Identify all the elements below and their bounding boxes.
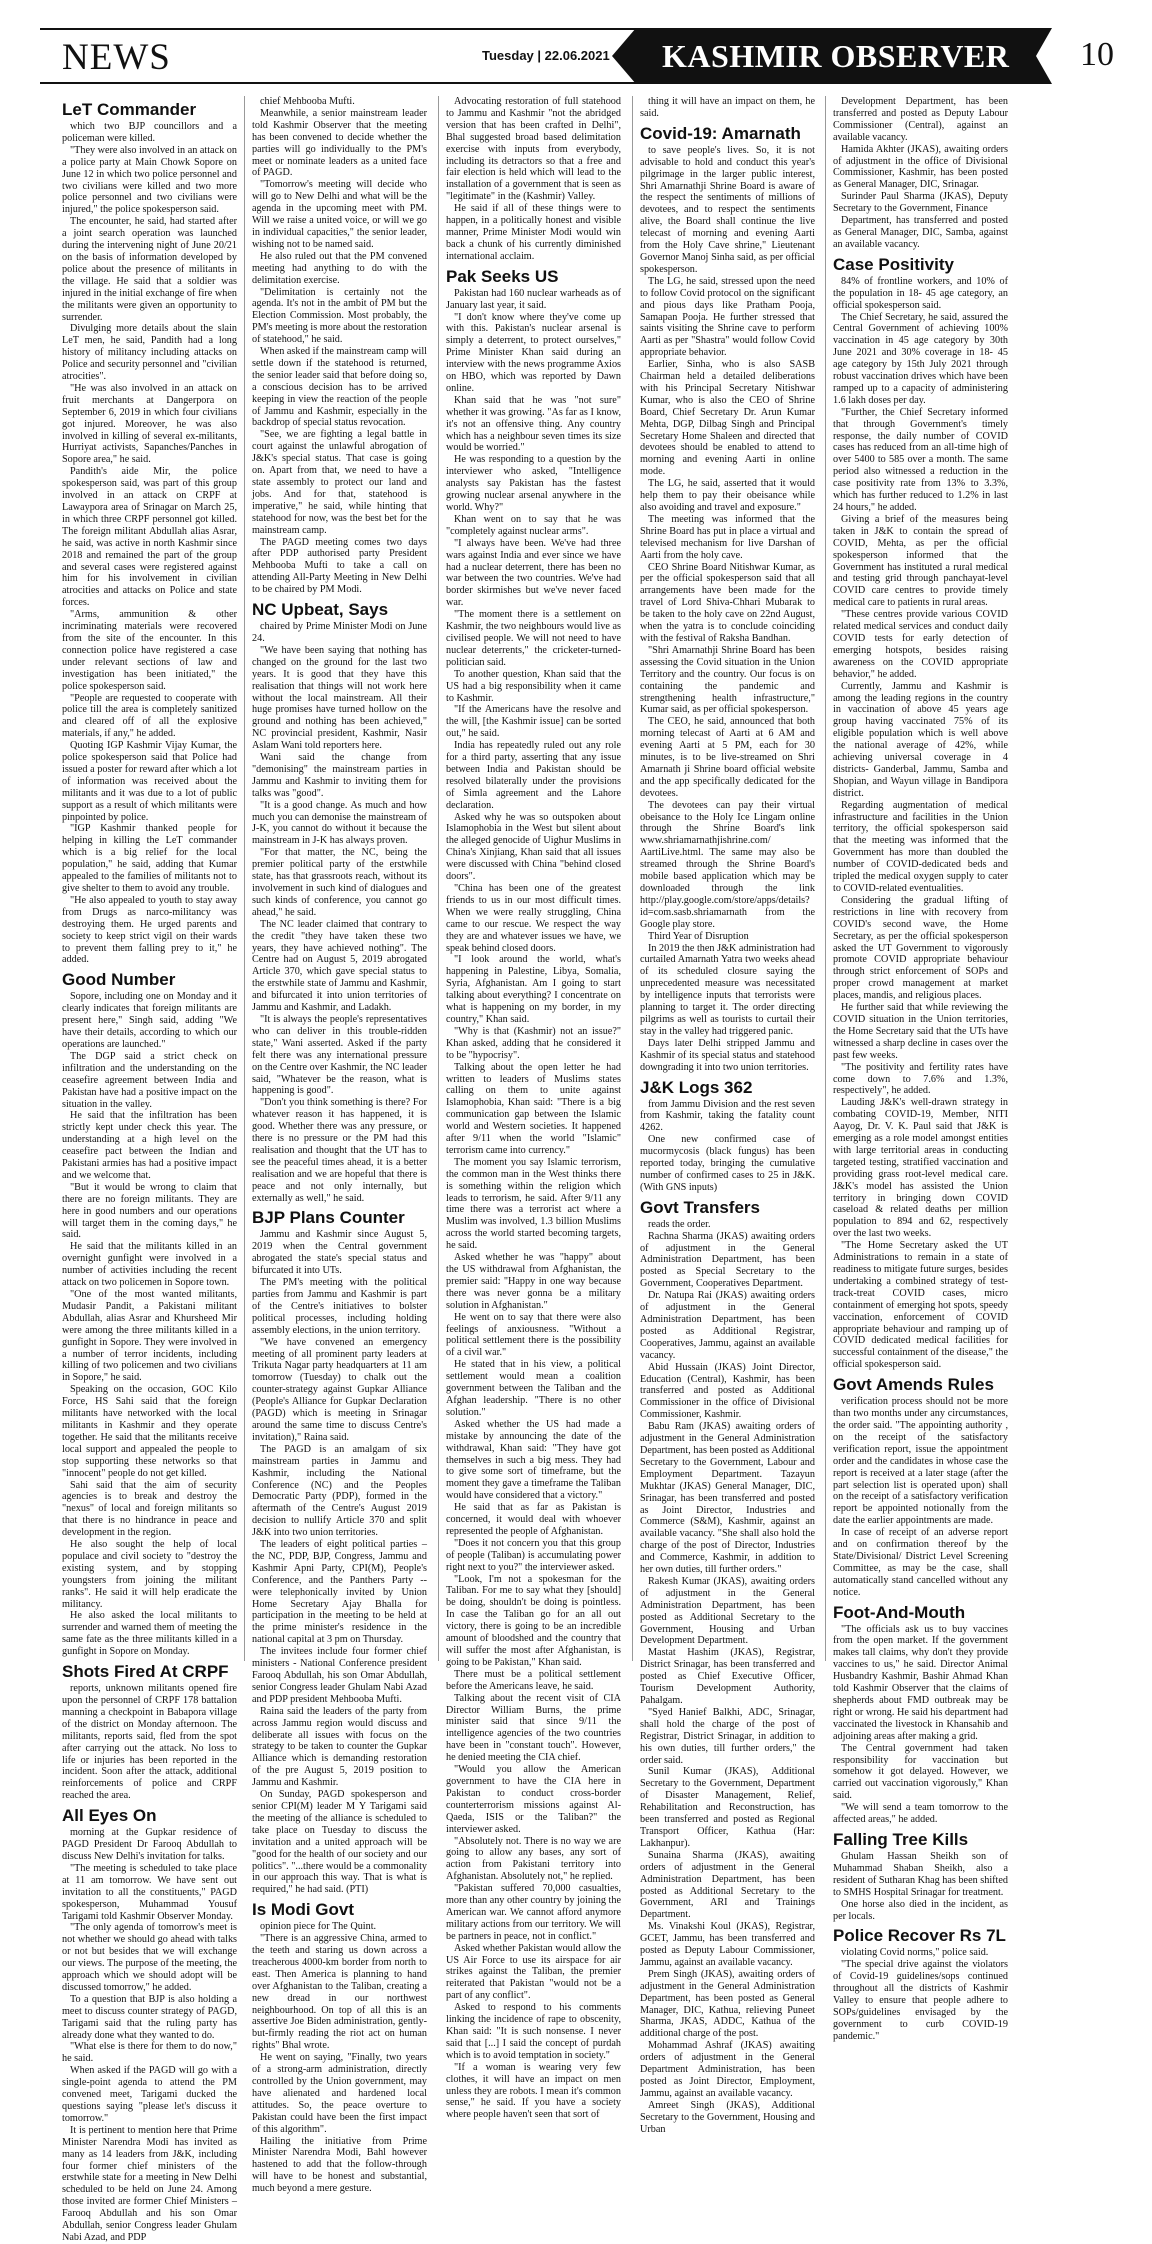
story-paragraph: "Pakistan suffered 70,000 casualties, more than any other country by joining the American war. We cannot afford anymore military actions from our territory. We will be partners in peace, not in conflict." [446, 1883, 621, 1942]
story-paragraph: "The special drive against the violators of Covid-19 guidelines/sops continued throughout all the districts of Kashmir Valley to ensure that people adhere to SOPs/guidelines envisaged by the government to curb COVID-19 pandemic." [833, 1959, 1008, 2042]
story-paragraph: "Would you allow the American government to have the CIA here in Pakistan to conduct cross-border counterterrorism missions against Al-Qaeda, ISIS or the Taliban?" the interviewer asked. [446, 1764, 621, 1835]
story-paragraph: The devotees can pay their virtual obeisance to the Holy Ice Lingam online through the Shrine Board's link www.shriamarnathjishrine.com/ AartiLive.html. The same may also be streamed through the Shrine Board's mobile based application which may be downloaded through the link http://play.google.com/store/apps/details?id=com.sasb.shriamarnath from the Google play store. [640, 799, 815, 930]
story-paragraph: India has repeatedly ruled out any role for a third party, asserting that any issue between India and Pakistan should be resolved bilaterally under the provisions of Simla agreement and the Lahore declaration. [446, 740, 621, 811]
story-paragraph: "The Home Secretary asked the UT Administrations to remain in a state of readiness to mitigate future surges, besides undertaking a combined strategy of test-track-treat COVID cases, micro containment of emerging hot spots, speedy vaccination, enforcement of COVID appropriate behaviour and ramping up of COVID dedicated medical facilities for successful containment of the disease," the official spokesperson said. [833, 1240, 1008, 1371]
story-paragraph: "He was also involved in an attack on fruit merchants at Dangerpora on September 6, 2019 in which four civilians got injured. Moreover, he was also involved in killing of several ex-militants, Hurriyat activists, Sapanches/Panches in Sopore area," he said. [62, 382, 237, 466]
column-3 [446, 96, 621, 2121]
story-paragraph: Regarding augmentation of medical infrastructure and facilities in the Union territory, the official spokesperson said that the meeting was informed that the Government has more than doubled the number of COVID-dedicated beds and tripled the medical oxygen supply to cater to COVID-related eventualities. [833, 799, 1008, 894]
story-paragraph: "The positivity and fertility rates have come down to 7.6% and 1.3%, respectively", he added. [833, 1061, 1008, 1097]
story-paragraph: Sunil Kumar (JKAS), Additional Secretary to the Government, Department of Disaster Management, Relief, Rehabilitation and Reconstruction, has been transferred and posted as Regional Transport Officer, Kathua (Har: Lakhanpur). [640, 1766, 815, 1849]
story-paragraph: When asked if the mainstream camp will settle down if the statehood is returned, the senior leader said that before doing so, a conscious decision has to be arrived keeping in view the reaction of the people of Jammu and Kashmir, especially in the backdrop of special status revocation. [252, 346, 427, 429]
story-paragraph: The Central government had taken responsibility for vaccination but somehow it got delayed. However, we carried out vaccination vigorously," Khan said. [833, 1742, 1008, 1802]
story-paragraph: Currently, Jammu and Kashmir is among the leading regions in the country in vaccination of above 45 years age group having vaccinated 75% of its eligible population which is well above the national average of 42%, while achieving universal coverage in 4 districts- Ganderbal, Jammu, Samba and Shopian, and Wayun village in Bandipora district. [833, 680, 1008, 799]
story-paragraph: Giving a brief of the measures being taken in J&K to contain the spread of COVID, Mehta, as per the official spokesperson informed that the Government has instituted a rural medical and testing grid through panchayat-level COVID care centres to provide timely medical care to patients in rural areas. [833, 513, 1008, 609]
story-paragraph: Pakistan had 160 nuclear warheads as of January last year, it said. [446, 287, 621, 311]
column-rule [244, 96, 245, 1661]
story-paragraph: The LG, he said, stressed upon the need to follow Covid protocol on the significant and pious days like Pratham Pooja, Samapan Pooja. He further stressed that saints visiting the Shrine cave to perform Aarti as per "Shastra" would follow Covid appropriate behavior. [640, 275, 815, 359]
story-headline: Pak Seeks US [446, 266, 559, 286]
story-paragraph: chaired by Prime Minister Modi on June 24. [252, 621, 427, 644]
top-rule [40, 28, 640, 30]
story-paragraph: He was responding to a question by the interviewer who asked, "Intelligence analysts say Pakistan has the fastest growing nuclear arsenal anywhere in the world. Why?" [446, 454, 621, 513]
story-paragraph: The invitees include four former chief ministers - National Conference president Farooq Abdullah, his son Omar Abdullah, senior Congress leader Ghulam Nabi Azad and PDP president Mehbooba Mufti. [252, 1646, 427, 1705]
story-paragraph: The meeting was informed that the Shrine Board has put in place a virtual and televised mechanism for live Darshan of Aarti from the holy cave. [640, 513, 815, 561]
story-paragraph: Ghulam Hassan Sheikh son of Muhammad Shaban Sheikh, also a resident of Sutharan Khag has been shifted to SMHS Hospital Srinagar for treatment. [833, 1850, 1008, 1898]
story-paragraph: Rakesh Kumar (JKAS), awaiting orders of adjustment in the General Administration Department, has been posted as Additional Secretary to the Government, Housing and Urban Development Department. [640, 1575, 815, 1647]
story-paragraph: "People are requested to cooperate with police till the area is completely sanitized and cleared off of all the explosive materials, if any," he added. [62, 692, 237, 740]
story-paragraph: opinion piece for The Quint. [260, 1921, 377, 1933]
story-paragraph: to save people's lives. So, it is not advisable to hold and conduct this year's pilgrimage in the larger public interest, Shri Amarnathji Shrine Board is aware of the respect the sentiments of millions of devotees, and to respect the sentiments alive, the Board shall continue the live telecast of morning and evening Aarti from the Holy Cave shrine," Lieutenant Governor Manoj Sinha said, as per official spokesperson. [640, 144, 815, 275]
column-4 [640, 96, 815, 2135]
story-paragraph: Jammu and Kashmir since August 5, 2019 when the Central government abrogated the state's special status and bifurcated it into UTs. [252, 1229, 427, 1277]
story-paragraph: "Shri Amarnathji Shrine Board has been assessing the Covid situation in the Union Territory and the country. Our focus is on containing the pandemic and strengthening health infrastructure," Kumar said, as per official spokesperson. [640, 644, 815, 716]
story-paragraph: "Syed Hanief Balkhi, ADC, Srinagar, shall hold the charge of the post of Registrar, District Srinagar, in addition to his own duties, till further orders," the order said. [640, 1706, 815, 1766]
story-paragraph: from Jammu Division and the rest seven from Kashmir, taking the fatality count 4262. [640, 1098, 815, 1134]
story-paragraph: Advocating restoration of full statehood to Jammu and Kashmir "not the abridged version that has been crafted in Delhi", Bhal suggested broad based delimitation exercise with inputs from everybody, including its detractors so that a free and fair election is held which will lead to the installation of a government that is seen as "legitimate" in the (Kashmir) Valley. [446, 96, 621, 203]
story-paragraph: In 2019 the then J&K administration had curtailed Amarnath Yatra two weeks ahead of its scheduled closure saying the unprecedented measure was necessitated by intelligence inputs that terrorists were planning to target it. The order directing pilgrims as well as tourists to curtail their stay in the valley had triggered panic. [640, 942, 815, 1037]
paper-name: KASHMIR OBSERVER [662, 38, 1010, 74]
story-headline: BJP Plans Counter [252, 1208, 405, 1228]
story-paragraph: Quoting IGP Kashmir Vijay Kumar, the police spokesperson said that Police had issued a poster for reward after which a lot of information was received about the militants and it was due to a lot of public support as a result of which militants were pinpointed by police. [62, 740, 237, 823]
column-rule [632, 96, 633, 1661]
story-paragraph: The CEO, he said, announced that both morning telecast of Aarti at 6 AM and evening Aarti at 5 PM, each for 30 minutes, is to be live-streamed on Shri Amarnath ji Shrine board official website and the app specifically dedicated for the devotees. [640, 716, 815, 799]
story-paragraph: Sopore, including one on Monday and it clearly indicates that foreign militants are present here," Singh said, adding "We have their details, according to which our operations are launched." [62, 991, 237, 1050]
story-paragraph: "IGP Kashmir thanked people for helping in killing the LeT commander which is a big relief for the local population," he said, adding that Kumar appealed to the families of militants not to give shelter to them to avoid any trouble. [62, 823, 237, 894]
column-rule [825, 96, 826, 1661]
story-headline: Good Number [62, 970, 176, 990]
story-paragraph: Hamida Akhter (JKAS), awaiting orders of adjustment in the office of Divisional Commissioner, Kashmir, has been posted as General Manager, DIC, Srinagar. [833, 143, 1008, 191]
column-5 [833, 96, 1008, 2042]
story-paragraph: Asked to respond to his comments linking the incidence of rape to obscenity, Khan said: "It is such nonsense. I never said that [...] I said the concept of purdah which is to avoid temptation in society." [446, 2002, 621, 2061]
story-paragraph: He said that the militants killed in an overnight gunfight were involved in a number of activities including the recent attack on two policemen in Sopore town. [62, 1241, 237, 1289]
story-paragraph: "We will send a team tomorrow to the affected areas," he added. [833, 1802, 1008, 1826]
story-paragraph: He also asked the local militants to surrender and warned them of meeting the same fate as the three militants killed in a gunfight in Sopore on Monday. [62, 1610, 237, 1658]
story-paragraph: "I look around the world, what's happening in Palestine, Libya, Somalia, Syria, Afghanistan. Am I going to start talking about everything? I concentrate on what is happening on my border, in my country," Khan said. [446, 954, 621, 1025]
story-paragraph: Prem Singh (JKAS), awaiting orders of adjustment in the General Administration Department, has been posted as General Manager, DIC, Kathua, relieving Puneet Sharma, JKAS, ADDC, Kathua of the additional charge of the post. [640, 1968, 815, 2040]
story-paragraph: "I don't know where they've come up with this. Pakistan's nuclear arsenal is simply a deterrent, to protect ourselves," Prime Minister Khan said during an interview with the news programme Axios on HBO, which was reported by Dawn online. [446, 311, 621, 394]
story-paragraph: Sahi said that the aim of security agencies is to break and destroy the "nexus" of local and foreign militants so that there is no hindrance in peace and development in the region. [62, 1479, 237, 1539]
story-headline: Shots Fired At CRPF [62, 1662, 229, 1682]
story-paragraph: Khan said that he was "not sure" whether it was growing. "As far as I know, it's not an offensive thing. Any country which has a neighbour seven times its size would be worried." [446, 394, 621, 454]
story-paragraph: There must be a political settlement before the Americans leave, he said. [446, 1668, 621, 1692]
story-paragraph: Divulging more details about the slain LeT men, he said, Pandith had a long history of militancy including attacks on Police and security personnel and "civilian atrocities". [62, 323, 237, 383]
story-paragraph: He went on to say that there were also feelings of anxiousness. "Without a political settlement there is the possibility of a civil war." [446, 1311, 621, 1359]
story-paragraph: Development Department, has been transferred and posted as Deputy Labour Commissioner (Central), against an available vacancy. [833, 96, 1008, 143]
story-paragraph: Raina said the leaders of the party from across Jammu region would discuss and deliberate all issues with focus on the strategy to be taken to counter the Gupkar Alliance which is demanding restoration of the pre August 5, 2019 position to Jammu and Kashmir. [252, 1705, 427, 1789]
story-paragraph: "He also appealed to youth to stay away from Drugs as narco-militancy was destroying them. He urged parents and society to keep strict vigil on their wards to prevent them falling prey to it," he added. [62, 894, 237, 966]
story-paragraph: "Does it not concern you that this group of people (Taliban) is accumulating power right next to you?" the interviewer asked. [446, 1537, 621, 1573]
story-headline: Falling Tree Kills [833, 1829, 969, 1849]
story-paragraph: reads the order. [648, 1218, 711, 1230]
story-paragraph: The encounter, he said, had started after a joint search operation was launched during the intervening night of June 20/21 on the basis of information developed by police about the presence of militants in the village. He said that a soldier was injured in the initial exchange of fire when the militants were given an opportunity to surrender. [62, 216, 237, 323]
story-paragraph: "The moment there is a settlement on Kashmir, the two neighbours would live as civilised people. We will not need to have nuclear deterrents," the cricketer-turned-politician said. [446, 609, 621, 668]
bottom-rule [40, 82, 640, 84]
story-paragraph: "China has been one of the greatest friends to us in our most difficult times. When we were really struggling, China came to our rescue. We respect the way they are and whatever issues we have, we speak behind closed doors. [446, 883, 621, 954]
story-paragraph: Earlier, Sinha, who is also SASB Chairman held a detailed deliberations with his Principal Secretary Nitishwar Kumar, who is also the CEO of Shrine Board, Chief Secretary Dr. Arun Kumar Mehta, DGP, Dilbag Singh and Principal Secretary Home Shaleen and directed that devotees should be enabled to attend to morning and evening Aarti in online mode. [640, 359, 815, 478]
story-paragraph: "One of the most wanted militants, Mudasir Pandit, a Pakistani militant Abdullah, alias Asrar and Khursheed Mir were among the three militants killed in a gunfight in Sopore. They were involved in a number of terror incidents, including killing of two policemen and two civilians in Sopore," he said. [62, 1289, 237, 1384]
story-paragraph: He said if all of these things were to happen, in a politically honest and visible manner, Prime Minister Modi would win back a chunk of his currently diminished international acclaim. [446, 203, 621, 262]
story-paragraph: Speaking on the occasion, GOC Kilo Force, HS Sahi said that the foreign militants have networked with the local militants in Kashmir and they operate together. He said that the militants receive local support and appealed the people to stop supporting these networks so that "innocent" people do not get killed. [62, 1384, 237, 1479]
story-paragraph: Sunaina Sharma (JKAS), awaiting orders of adjustment in the General Administration Department, has been posted as Additional Secretary to the Government, ARI and Trainings Department. [640, 1849, 815, 1921]
story-paragraph: "Look, I'm not a spokesman for the Taliban. For me to say what they [should] be doing, shouldn't be doing is pointless. In case the Taliban go for an all out victory, there is going to be an incredible amount of bloodshed and the country that will suffer the most after Afghanistan, is going to be Pakistan," Khan said. [446, 1573, 621, 1668]
story-paragraph: Talking about the open letter he had written to leaders of Muslims states calling on them to unite against Islamophobia, Khan said: "There is a big communication gap between the Islamic world and Western societies. It happened after 9/11 when the world "Islamic" terrorism came into currency." [446, 1061, 621, 1156]
column-2 [252, 96, 427, 2195]
story-paragraph: "Arms, ammunition & other incriminating materials were recovered from the site of the encounter. In this connection police have registered a case under relevant sections of law and investigation has been initiated," the police spokesperson said. [62, 609, 237, 692]
story-paragraph: He went on saying, "Finally, two years of a strong-arm administration, directly controlled by the Union government, may have alienated and hardened local attitudes. So, the peace overture to Pakistan could have been the first impact of this algorithm". [252, 2052, 427, 2135]
story-paragraph: The PAGD meeting comes two days after PDP authorised party President Mehbooba Mufti to take a call on attending All-Party Meeting in New Delhi to be chaired by PM Modi. [252, 536, 427, 596]
story-paragraph: "Why is that (Kashmir) not an issue?" Khan asked, adding that he considered it to be "hypocrisy". [446, 1025, 621, 1061]
section-label: NEWS [62, 37, 171, 78]
column-rule [438, 96, 439, 1661]
story-paragraph: The PAGD is an amalgam of six mainstream parties in Jammu and Kashmir, including the National Conference (NC) and the Peoples Democratic Party (PDP), formed in the aftermath of the Centre's August 2019 decision to nullify Article 370 and split J&K into two union territories. [252, 1443, 427, 1539]
page-number: 10 [1080, 36, 1114, 73]
story-headline: Govt Amends Rules [833, 1375, 994, 1395]
story-paragraph: "There is an aggressive China, armed to the teeth and staring us down across a treacherous 4000-km border from north to east. Then America is planning to hand over Afghanistan to the Taliban, creating a new dread in our northwest neighbourhood. On top of all this is an assertive Joe Biden administration, gently-but-firmly reading the riot act on human rights" Bhal wrote. [252, 1933, 427, 2052]
story-paragraph: Talking about the recent visit of CIA Director William Burns, the prime minister said that since 9/11 the intelligence agencies of the two countries have been in "constant touch". However, he denied meeting the CIA chief. [446, 1692, 621, 1764]
story-paragraph: morning at the Gupkar residence of PAGD President Dr Farooq Abdullah to discuss New Delhi's invitation for talks. [62, 1827, 237, 1862]
story-paragraph: chief Mehbooba Mufti. [260, 96, 355, 107]
story-headline: J&K Logs 362 [640, 1077, 753, 1097]
story-paragraph: The leaders of eight political parties – the NC, PDP, BJP, Congress, Jammu and Kashmir Apni Party, CPI(M), People's Conference, and the Panthers Party -- were telephonically invited by Union Home Secretary Ajay Bhalla for participation in the meeting to be held at the prime minister's residence in the national capital at 3 pm on Thursday. [252, 1539, 427, 1646]
story-paragraph: Pandith's aide Mir, the police spokesperson said, was part of this group involved in an attack on CRPF at Lawaypora area of Srinagar on March 25, in which three CRPF personnel got killed. The foreign militant Abdullah alias Asrar, he said, was active in north Kashmir since 2018 and remained the part of the group and several cases were registered against him for his involvement in civilian atrocities and attacks on Police and state forces. [62, 466, 237, 609]
story-paragraph: He also ruled out that the PM convened meeting had anything to do with the delimitation exercise. [252, 250, 427, 286]
story-paragraph: Babu Ram (JKAS) awaiting orders of adjustment in the General Administration Department, has been posted as Additional Secretary to the Government, Labour and Employment Department. Tazayun Mukhtar (JKAS) General Manager, DIC, Srinagar, has been transferred and posted as Joint Director, Industries and Commerce (S&M), Kashmir, against an available vacancy. "She shall also hold the charge of the post of Director, Industries and Commerce, Kashmir, in addition to her own duties, till further orders." [640, 1421, 815, 1576]
story-paragraph: Asked whether Pakistan would allow the US Air Force to use its airspace for air strikes against the Taliban, the premier reiterated that Pakistan "would not be a part of any conflict". [446, 1942, 621, 2002]
story-paragraph: reports, unknown militants opened fire upon the personnel of CRPF 178 battalion manning a checkpoint in Babapora village of the district on Monday afternoon. The militants, reports said, fled from the spot after carrying out the attack. No loss to life or injuries has been reported in the incident. Soon after the attack, additional reinforcements of police and CRPF reached the area. [62, 1683, 237, 1802]
story-paragraph: The moment you say Islamic terrorism, the common man in the West thinks there is something within the religion which leads to terrorism, he said. After 9/11 any time there was a terrorist act where a Muslim was involved, 1.3 billion Muslims across the world started becoming targets, he said. [446, 1156, 621, 1252]
story-paragraph: "The officials ask us to buy vaccines from the open market. If the government makes tall claims, why don't they provide vaccines to us," he said. Director Animal Husbandry Kashmir, Bashir Ahmad Khan told Kashmir Observer that the claims of shepherds about FMD outbreak may be right or wrong. He said his department had vaccinated the livestock in Khansahib and adjoining areas after making a grid. [833, 1623, 1008, 1742]
story-paragraph: On Sunday, PAGD spokesperson and senior CPI(M) leader M Y Tarigami said the meeting of the alliance is scheduled to take place on Tuesday to discuss the invitation and a united approach will be "good for the health of our society and our politics". "...there would be a commonality in our approach this way. That is what is required," he had said. (PTI) [252, 1789, 427, 1896]
story-paragraph: Abid Hussain (JKAS) Joint Director, Education (Central), Kashmir, has been transferred and posted as Additional Commissioner in the office of Divisional Commissioner, Kashmir. [640, 1361, 815, 1421]
story-paragraph: In case of receipt of an adverse report and on confirmation thereof by the State/Divisional/ District Level Screening Committee, as may be the case, shall automatically stand cancelled without any notice. [833, 1527, 1008, 1598]
story-paragraph: "Further, the Chief Secretary informed that through Government's timely response, the daily number of COVID cases has reduced from an all-time high of over 5400 to 585 over a month. The same period also witnessed a reduction in the case positivity rate from 13% to 3.3%, which has further reduced to 1.2% in last 24 hours," he added. [833, 406, 1008, 513]
story-paragraph: The LG, he said, asserted that it would help them to pay their obeisance while also avoiding and travel and exposure." [640, 478, 815, 513]
story-paragraph: thing it will have an impact on them, he said. [640, 96, 815, 119]
story-paragraph: He also sought the help of local populace and civil society to "destroy the existing system, and by stopping youngsters from joining the militant ranks". He said it will help eradicate the militancy. [62, 1539, 237, 1610]
story-paragraph: Ms. Vinakshi Koul (JKAS), Registrar, GCET, Jammu, has been transferred and posted as Deputy Labour Commissioner, Jammu, against an available vacancy. [640, 1921, 815, 1968]
story-paragraph: To another question, Khan said that the US had a big responsibility when it came to Kashmir. [446, 668, 621, 704]
story-paragraph: "Tomorrow's meeting will decide who will go to New Delhi and what will be the agenda in the upcoming meet with PM. Will we raise a united voice, or will we go in individual capacities," the senior leader, wishing not to be named said. [252, 179, 427, 250]
story-paragraph: "But it would be wrong to claim that there are no foreign militants. They are here in good numbers and our operations will target them in the coming days," he said. [62, 1181, 237, 1241]
story-paragraph: Asked whether the US had made a mistake by announcing the date of the withdrawal, Khan said: "They have got themselves in such a big mess. They had to give some sort of timeframe, but the moment they gave a timeframe the Taliban would have considered that a victory." [446, 1418, 621, 1502]
story-paragraph: "Don't you think something is there? For whatever reason it has happened, it is good. Whether there was any pressure, or there is no pressure or the PM had this realisation and thought that the UT has to see the peaceful times ahead, it is a better realisation and we are hopeful that there is peace and not only internally, but externally as well," he said. [252, 1097, 427, 1204]
story-paragraph: The DGP said a strict check on infiltration and the understanding on the ceasefire agreement between India and Pakistan have had a positive impact on the situation in the valley. [62, 1050, 237, 1110]
story-headline: All Eyes On [62, 1806, 157, 1826]
story-paragraph: Considering the gradual lifting of restrictions in line with recovery from COVID's second wave, the Home Secretary, as per the official spokesperson asked the UT Government to vigorously promote COVID appropriate behaviour through strict enforcement of SOPs and proper crowd management at market places, mandis, and religious places. [833, 894, 1008, 1002]
story-paragraph: Rachna Sharma (JKAS) awaiting orders of adjustment in the General Administration Department, has been posted as Special Secretary to the Government, Cooperatives Department. [640, 1230, 815, 1290]
story-headline: Is Modi Govt [252, 1900, 354, 1920]
story-paragraph: He further said that while reviewing the COVID situation in the Union territories, the Home Secretary said that the UTs have witnessed a sharp decline in cases over the past few weeks. [833, 1002, 1008, 1061]
story-paragraph: The Chief Secretary, he said, assured the Central Government of achieving 100% vaccination in 45 age category by 30th June 2021 and 30% coverage in 18- 45 age category by 15th July 2021 through robust vaccination drives which have been ramped up to a capacity of administering 1.6 lakh doses per day. [833, 311, 1008, 406]
story-paragraph: Asked why he was so outspoken about Islamophobia in the West but silent about the alleged genocide of Uighur Muslims in China's Xinjiang, Khan said that all issues were discussed with China "behind closed doors". [446, 811, 621, 883]
story-headline: Govt Transfers [640, 1197, 760, 1217]
story-paragraph: He stated that in his view, a political settlement would mean a coalition government between the Taliban and the Afghan leadership. "There is no other solution." [446, 1359, 621, 1418]
story-paragraph: verification process should not be more than two months under any circumstances, the order said. "The appointing authority , on the receipt of the satisfactory verification report, issue the appointment order and the candidates in whose case the report is received at a later stage (after the part selection list is operated upon) shall on the receipt of a satisfactory verification report be appointed notionally from the date the earlier appointments are made. [833, 1396, 1008, 1527]
story-paragraph: violating Covid norms," police said. [841, 1947, 989, 1959]
story-paragraph: He said that as far as Pakistan is concerned, it would deal with whoever represented the people of Afghanistan. [446, 1502, 621, 1537]
masthead [0, 0, 1140, 80]
story-paragraph: Asked whether he was "happy" about the US withdrawal from Afghanistan, the premier said: "Happy in one way because there was never gonna be a military solution in Afghanistan." [446, 1252, 621, 1311]
story-paragraph: "If the Americans have the resolve and the will, [the Kashmir issue] can be sorted out," he said. [446, 704, 621, 740]
story-paragraph: "The only agenda of tomorrow's meet is not whether we should go ahead with talks or not but besides that we will exchange our views. The purpose of the meeting, the approach which we should adopt will be discussed tomorrow," he added. [62, 1922, 237, 1993]
story-paragraph: which two BJP councillors and a policeman were killed. [62, 121, 237, 144]
story-paragraph: "What else is there for them to do now," he said. [62, 2041, 237, 2065]
story-headline: NC Upbeat, Says [252, 600, 389, 620]
story-paragraph: Third Year of Disruption [648, 930, 749, 942]
story-paragraph: It is pertinent to mention here that Prime Minister Narendra Modi has invited as many as 14 leaders from J&K, including four former chief ministers of the erstwhile state for a meeting in New Delhi scheduled to be held on June 24. Among those invited are former Chief Ministers – Farooq Abdullah and his son Omar Abdullah, senior Congress leader Ghulam Nabi Azad, and PDP [62, 2124, 237, 2243]
column-1 [62, 96, 237, 2243]
story-paragraph: One horse also died in the incident, as per locals. [833, 1898, 1008, 1922]
story-headline: Police Recover Rs 7L [833, 1926, 1006, 1946]
story-paragraph: The PM's meeting with the political parties from Jammu and Kashmir is part of the Centre's initiatives to bolster political processes, including holding assembly elections, in the union territory. [252, 1277, 427, 1336]
story-paragraph: "It is a good change. As much and how much you can demonise the mainstream of J-K, you cannot do without it because the mainstream in J-K has always proven. [252, 799, 427, 847]
story-paragraph: Meanwhile, a senior mainstream leader told Kashmir Observer that the meeting has been convened to decide whether the parties will go individually to the PM's meet or nominate leaders as a united face of PAGD. [252, 107, 427, 179]
story-paragraph: Amreet Singh (JKAS), Additional Secretary to the Government, Housing and Urban [640, 2099, 815, 2135]
story-paragraph: Khan went on to say that he was "completely against nuclear arms". [446, 513, 621, 537]
story-headline: Case Positivity [833, 254, 954, 274]
story-paragraph: "Absolutely not. There is no way we are going to allow any bases, any sort of action from Pakistani territory into Afghanistan. Absolutely not," he replied. [446, 1835, 621, 1883]
story-paragraph: "For that matter, the NC, being the premier political party of the erstwhile state, has that grassroots reach, without its involvement in such kind of dialogues and such kinds of conference, you cannot go ahead," he said. [252, 847, 427, 918]
story-paragraph: Wani said the change from "demonising" the mainstream parties in Jammu and Kashmir to inviting them for talks was "good". [252, 752, 427, 799]
story-paragraph: "It is always the people's representatives who can deliver in this trouble-ridden state," Wani asserted. Asked if the party felt there was any international pressure on the Centre over Kashmir, the NC leader said, "Whatever be the reason, what is happening is good". [252, 1013, 427, 1097]
story-paragraph: "The meeting is scheduled to take place at 11 am tomorrow. We have sent out invitation to all the constituents," PAGD spokesperson, Muhammad Yousuf Tarigami told Kashmir Observer Monday. [62, 1862, 237, 1922]
story-headline: Foot-And-Mouth [833, 1602, 966, 1622]
story-paragraph: "We have convened an emergency meeting of all prominent party leaders at Trikuta Nagar party headquarters at 11 am tomorrow (Tuesday) to chalk out the counter-strategy against Gupkar Alliance (People's Alliance for Gupkar Declaration (PAGD) which is meeting in Srinagar around the same time to discuss Centre's invitation)," Raina said. [252, 1336, 427, 1443]
story-paragraph: Department, has transferred and posted as General Manager, DIC, Samba, against an available vacancy. [833, 215, 1008, 250]
story-paragraph: When asked if the PAGD will go with a single-point agenda to attend the PM convened meet, Tarigami ducked the questions saying "please let's discuss it tomorrow." [62, 2065, 237, 2124]
story-headline: LeT Commander [62, 100, 197, 119]
story-paragraph: Days later Delhi stripped Jammu and Kashmir of its special status and statehood downgrading it into two union territories. [640, 1037, 815, 1073]
story-paragraph: "These centres provide various COVID related medical services and conduct daily COVID tests for early detection of emerging hotspots, besides raising awareness on the COVID appropriate behavior," he added. [833, 609, 1008, 680]
story-paragraph: Mohammad Ashraf (JKAS) awaiting orders of adjustment in the General Department Administration, has been posted as Joint Director, Employment, Jammu, against an available vacancy. [640, 2040, 815, 2099]
issue-date: Tuesday | 22.06.2021 [482, 48, 610, 63]
story-paragraph: Mastat Hashim (JKAS), Registrar, District Srinagar, has been transferred and posted as Chief Executive Officer, Tourism Development Authority, Pahalgam. [640, 1647, 815, 1706]
story-paragraph: One new confirmed case of mucormycosis (black fungus) has been reported today, bringing the cumulative number of confirmed cases to 25 in J&K. (With GNS inputs) [640, 1134, 815, 1193]
story-paragraph: Dr. Natupa Rai (JKAS) awaiting orders of adjustment in the General Administration Department, has been posted as Additional Registrar, Cooperatives, Jammu, against an available vacancy. [640, 1290, 815, 1361]
story-paragraph: To a question that BJP is also holding a meet to discuss counter strategy of PAGD, Tarigami said that the ruling party has already done what they wanted to do. [62, 1993, 237, 2041]
story-paragraph: "See, we are fighting a legal battle in court against the unlawful abrogation of J&K's special status. That case is going on. Apart from that, we need to have a state assembly to protect our land and jobs. And for that, statehood is imperative," he said, while hinting that statehood for now, was the best bet for the mainstream camp. [252, 429, 427, 536]
story-paragraph: Lauding J&K's well-drawn strategy in combating COVID-19, Member, NITI Aayog, Dr. V. K. Paul said that J&K is emerging as a role model amongst entities with large territorial areas in conducting targeted testing, stratified vaccination and providing grass root-level medical care. J&K's model has assisted the Union territory in bringing down COVID caseload & related deaths per million population to 894 and 62, respectively over the last two weeks. [833, 1097, 1008, 1240]
story-paragraph: "I always have been. We've had three wars against India and ever since we have had a nuclear deterrent, there has been no war between the two countries. We've had border skirmishes but we've never faced war. [446, 537, 621, 609]
story-paragraph: Hailing the initiative from Prime Minister Narendra Modi, Bahl however hastened to add that the follow-through will have to be honest and substantial, much beyond a mere gesture. [252, 2135, 427, 2195]
story-paragraph: "We have been saying that nothing has changed on the ground for the last two years. It is good that they have this realisation that things will not work here without the local mainstream. All their huge promises have turned hollow on the ground and nothing has been achieved," NC provincial president, Kashmir, Nasir Aslam Wani told reporters here. [252, 644, 427, 752]
story-paragraph: "Delimitation is certainly not the agenda. It's not in the ambit of PM but the Election Commission. Most probably, the PM's meeting is more about the restoration of statehood," he said. [252, 286, 427, 346]
story-headline: Covid-19: Amarnath [640, 123, 801, 143]
story-paragraph: He said that the infiltration has been strictly kept under check this year. The understanding at a high level on the ceasefire pact between the Indian and Pakistani armies has had a positive impact and we welcome that. [62, 1110, 237, 1181]
story-paragraph: CEO Shrine Board Nitishwar Kumar, as per the official spokesperson said that all arrangements have been made for the travel of Lord Shiva-Chhari Mubarak to be taken to the holy cave on 22nd August, when the yatra is to conclude coinciding with the festival of Raksha Bandhan. [640, 561, 815, 644]
story-paragraph: Surinder Paul Sharma (JKAS), Deputy Secretary to the Government, Finance [833, 191, 1008, 215]
story-paragraph: "If a woman is wearing very few clothes, it will have an impact on men unless they are robots. I mean it's common sense," he said. If you have a society where people haven't seen that sort of [446, 2061, 621, 2121]
story-paragraph: 84% of frontline workers, and 10% of the population in 18- 45 age category, an official spokesperson said. [833, 275, 1008, 311]
story-paragraph: The NC leader claimed that contrary to the credit "they have taken these two years, they have achieved nothing". The Centre had on August 5, 2019 abrogated Article 370, which gave special status to the erstwhile state of Jammu and Kashmir, and bifurcated it into union territories of Jammu and Kashmir, and Ladakh. [252, 918, 427, 1014]
story-paragraph: "They were also involved in an attack on a police party at Main Chowk Sopore on June 12 in which two police personnel and two civilians were killed and two more police personnel and two civilians were injured," the police spokesperson said. [62, 144, 237, 216]
